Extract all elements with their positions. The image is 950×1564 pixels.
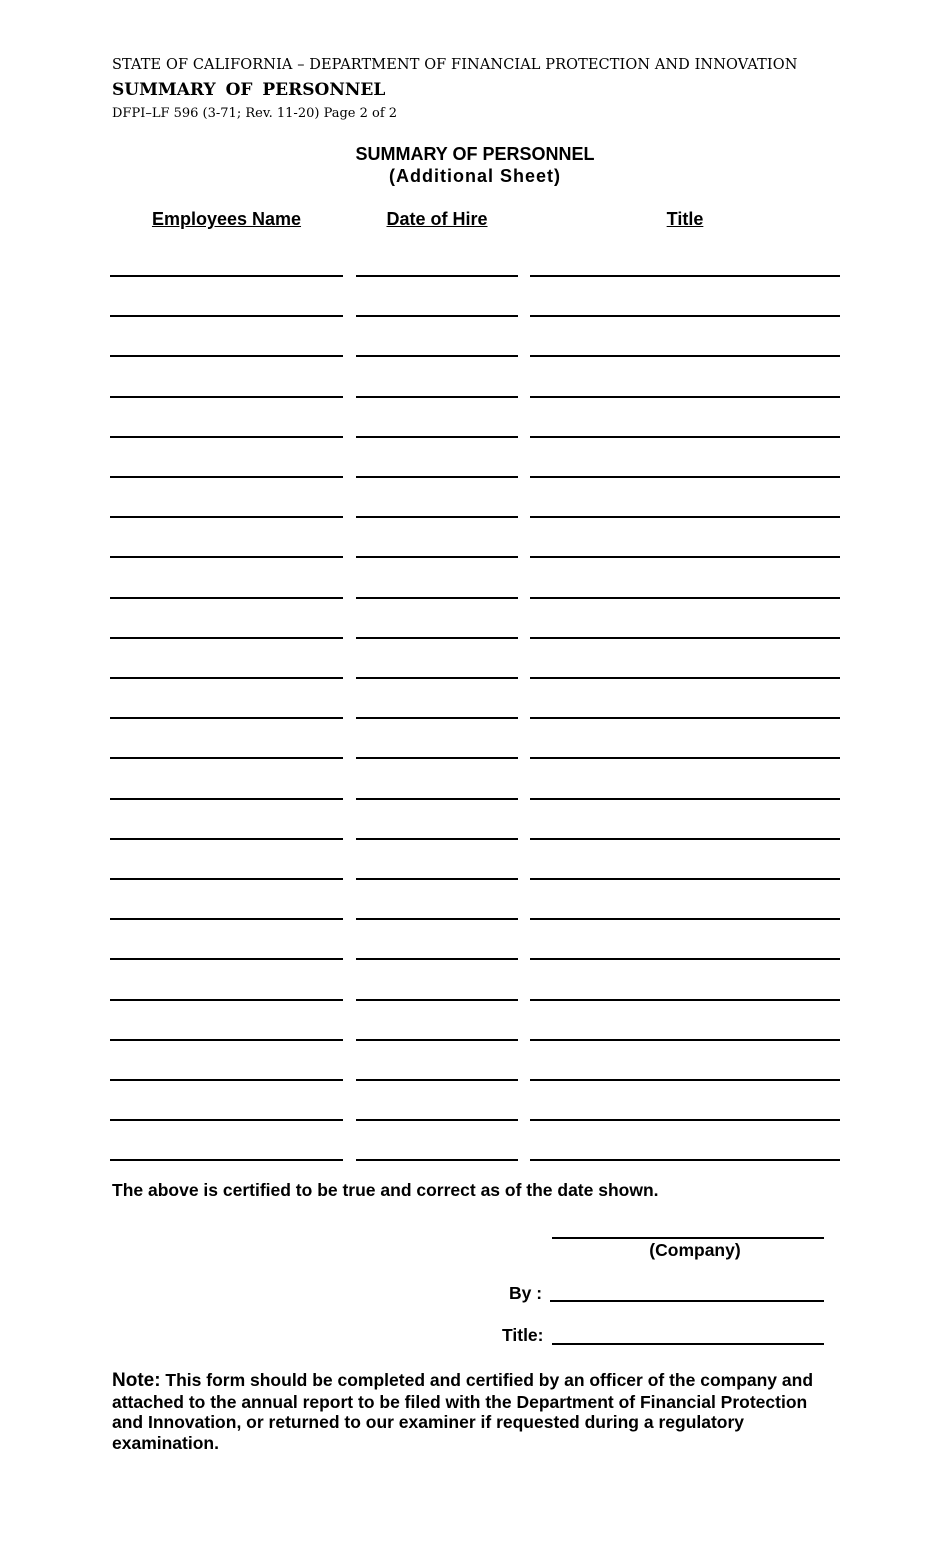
column-header-date-of-hire: Date of Hire <box>386 209 488 229</box>
employee-name-line[interactable] <box>110 717 343 719</box>
employee-name-line[interactable] <box>110 999 343 1001</box>
date-of-hire-line[interactable] <box>356 597 518 599</box>
date-of-hire-line[interactable] <box>356 516 518 518</box>
title-line[interactable] <box>530 516 840 518</box>
employee-name-line[interactable] <box>110 958 343 960</box>
employee-name-line[interactable] <box>110 355 343 357</box>
title-line[interactable] <box>530 918 840 920</box>
title-line[interactable] <box>530 838 840 840</box>
employee-name-line[interactable] <box>110 918 343 920</box>
title-line[interactable] <box>530 556 840 558</box>
employee-name-line[interactable] <box>110 597 343 599</box>
signer-title-label: Title: <box>502 1325 544 1345</box>
employee-name-line[interactable] <box>110 1039 343 1041</box>
note-paragraph <box>112 1370 842 1453</box>
date-of-hire-line[interactable] <box>356 717 518 719</box>
company-signature-line[interactable] <box>552 1237 824 1239</box>
title-line[interactable] <box>530 757 840 759</box>
title-line[interactable] <box>530 798 840 800</box>
title-line[interactable] <box>530 637 840 639</box>
employee-name-line[interactable] <box>110 798 343 800</box>
date-of-hire-line[interactable] <box>356 878 518 880</box>
date-of-hire-line[interactable] <box>356 556 518 558</box>
date-of-hire-line[interactable] <box>356 396 518 398</box>
date-of-hire-line[interactable] <box>356 436 518 438</box>
title-line[interactable] <box>530 315 840 317</box>
certification-statement: The above is certified to be true and correct as of the date shown. <box>112 1180 659 1200</box>
date-of-hire-line[interactable] <box>356 999 518 1001</box>
title-line[interactable] <box>530 436 840 438</box>
date-of-hire-line[interactable] <box>356 838 518 840</box>
note-text: This form should be completed and certified by an officer of the company and attached to the annual report to be filed with the Department of Financial Protection and Innovation, or returned to our examiner if requested during a regulatory examination. <box>112 1370 814 1453</box>
employee-name-line[interactable] <box>110 275 343 277</box>
employee-name-line[interactable] <box>110 637 343 639</box>
date-of-hire-line[interactable] <box>356 1079 518 1081</box>
title-line[interactable] <box>530 999 840 1001</box>
employee-name-line[interactable] <box>110 436 343 438</box>
employee-name-line[interactable] <box>110 757 343 759</box>
employee-name-line[interactable] <box>110 1159 343 1161</box>
date-of-hire-line[interactable] <box>356 1159 518 1161</box>
employee-name-line[interactable] <box>110 878 343 880</box>
sheet-title: SUMMARY OF PERSONNEL <box>355 144 595 164</box>
date-of-hire-line[interactable] <box>356 476 518 478</box>
title-line[interactable] <box>530 1039 840 1041</box>
employee-name-line[interactable] <box>110 1079 343 1081</box>
employee-name-line[interactable] <box>110 1119 343 1121</box>
column-header-title: Title <box>666 209 704 229</box>
employee-name-line[interactable] <box>110 516 343 518</box>
employee-name-line[interactable] <box>110 556 343 558</box>
title-line[interactable] <box>530 597 840 599</box>
company-label: (Company) <box>649 1240 741 1260</box>
date-of-hire-line[interactable] <box>356 757 518 759</box>
employee-name-line[interactable] <box>110 677 343 679</box>
title-line[interactable] <box>530 1079 840 1081</box>
form-title: SUMMARY OF PERSONNEL <box>112 80 386 100</box>
title-line[interactable] <box>530 717 840 719</box>
title-line[interactable] <box>530 275 840 277</box>
date-of-hire-line[interactable] <box>356 355 518 357</box>
by-signature-line[interactable] <box>550 1300 824 1302</box>
title-line[interactable] <box>530 476 840 478</box>
signer-title-line[interactable] <box>552 1343 824 1345</box>
employee-name-line[interactable] <box>110 315 343 317</box>
title-line[interactable] <box>530 396 840 398</box>
title-line[interactable] <box>530 878 840 880</box>
agency-name: STATE OF CALIFORNIA – DEPARTMENT OF FINANCIAL PROTECTION AND INNOVATION <box>112 57 798 73</box>
date-of-hire-line[interactable] <box>356 677 518 679</box>
column-header-employee-name: Employees Name <box>151 209 302 229</box>
date-of-hire-line[interactable] <box>356 315 518 317</box>
form-number: DFPI–LF 596 (3-71; Rev. 11-20) Page 2 of 2 <box>112 106 398 121</box>
date-of-hire-line[interactable] <box>356 918 518 920</box>
employee-name-line[interactable] <box>110 396 343 398</box>
date-of-hire-line[interactable] <box>356 637 518 639</box>
date-of-hire-line[interactable] <box>356 798 518 800</box>
note-lead: Note: <box>112 1370 161 1391</box>
title-line[interactable] <box>530 958 840 960</box>
title-line[interactable] <box>530 1159 840 1161</box>
employee-name-line[interactable] <box>110 476 343 478</box>
date-of-hire-line[interactable] <box>356 1119 518 1121</box>
date-of-hire-line[interactable] <box>356 1039 518 1041</box>
date-of-hire-line[interactable] <box>356 958 518 960</box>
by-label: By : <box>509 1283 543 1303</box>
employee-name-line[interactable] <box>110 838 343 840</box>
date-of-hire-line[interactable] <box>356 275 518 277</box>
title-line[interactable] <box>530 355 840 357</box>
title-line[interactable] <box>530 677 840 679</box>
title-line[interactable] <box>530 1119 840 1121</box>
sheet-subtitle: (Additional Sheet) <box>389 166 561 186</box>
